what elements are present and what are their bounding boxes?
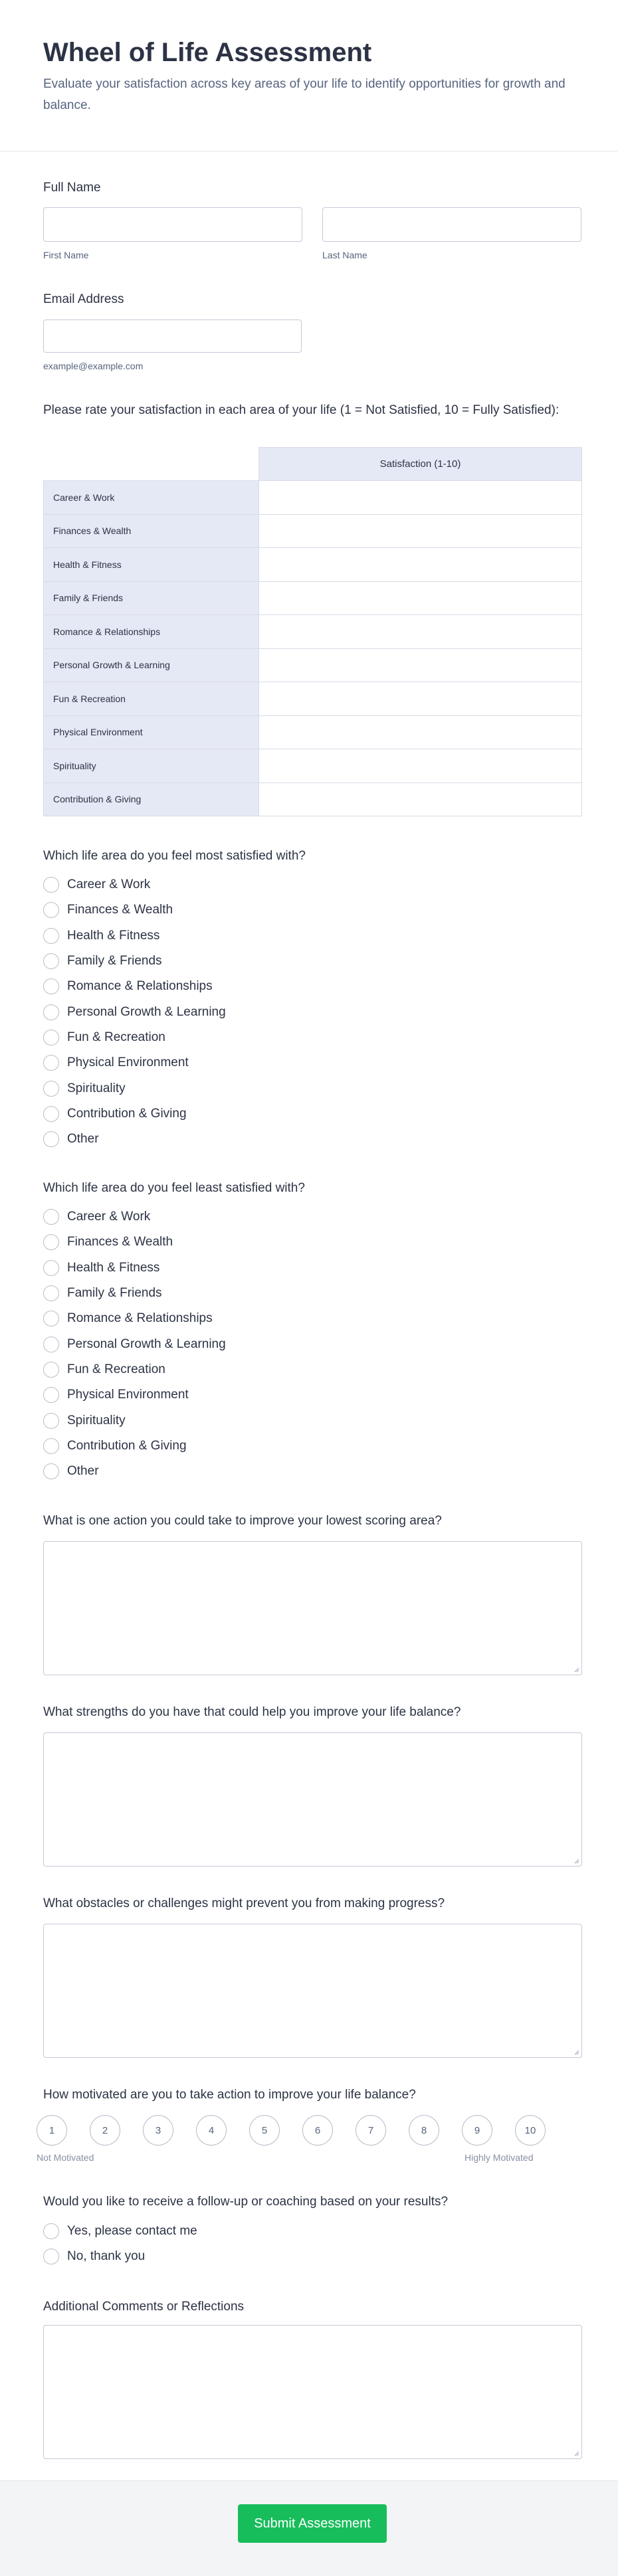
radio-label: Health & Fitness [67,928,160,943]
satisfaction-matrix [43,447,582,816]
scale-option[interactable]: 1 [37,2115,67,2146]
radio-label: Romance & Relationships [67,1311,213,1326]
most-satisfied-option[interactable] [43,1075,226,1101]
least-satisfied-option[interactable] [43,1255,226,1281]
least-satisfied-options [43,1204,226,1484]
email-sublabel: example@example.com [43,361,144,371]
matrix-row [44,782,582,816]
scale-option[interactable]: 4 [196,2115,227,2146]
radio-button[interactable] [43,1004,59,1020]
radio-label: Other [67,1464,99,1479]
radio-button[interactable] [43,1311,59,1327]
radio-button[interactable] [43,1030,59,1046]
strengths-textarea[interactable] [43,1732,582,1867]
radio-button[interactable] [43,902,59,918]
radio-button[interactable] [43,2223,59,2239]
least-satisfied-option[interactable] [43,1459,226,1484]
scale-option[interactable]: 10 [515,2115,546,2146]
radio-button[interactable] [43,928,59,944]
radio-button[interactable] [43,1131,59,1147]
radio-button[interactable] [43,2249,59,2264]
radio-button[interactable] [43,1234,59,1250]
matrix-rating-cell[interactable] [259,682,582,716]
matrix-row [44,481,582,515]
matrix-corner [44,448,259,481]
action-textarea[interactable] [43,1541,582,1675]
obstacles-textarea[interactable] [43,1924,582,2058]
matrix-row-label: Spirituality [44,749,259,783]
least-satisfied-option[interactable] [43,1281,226,1306]
matrix-rating-cell[interactable] [259,615,582,649]
radio-label: Career & Work [67,1210,151,1224]
most-satisfied-label: Which life area do you feel most satisfied with? [43,849,306,863]
matrix-rating-cell[interactable] [259,581,582,615]
radio-button[interactable] [43,978,59,994]
form-title: Wheel of Life Assessment [43,38,372,67]
radio-label: Contribution & Giving [67,1106,187,1121]
followup-options [43,2219,197,2270]
matrix-rating-cell[interactable] [259,481,582,515]
matrix-row-label: Health & Fitness [44,548,259,582]
obstacles-label: What obstacles or challenges might prevent you from making progress? [43,1896,445,1910]
radio-button[interactable] [43,1438,59,1454]
full-name-label: Full Name [43,181,101,195]
radio-label: Personal Growth & Learning [67,1336,226,1351]
radio-button[interactable] [43,1387,59,1403]
followup-option[interactable] [43,2244,197,2269]
radio-label: Spirituality [67,1413,126,1427]
scale-option[interactable]: 2 [90,2115,120,2146]
scale-option[interactable]: 8 [409,2115,439,2146]
radio-label: Yes, please contact me [67,2224,197,2239]
motivation-label: How motivated are you to take action to improve your life balance? [43,2088,416,2102]
first-name-input[interactable] [43,207,302,242]
radio-label: Health & Fitness [67,1260,160,1275]
radio-button[interactable] [43,1055,59,1071]
matrix-rating-cell[interactable] [259,514,582,548]
most-satisfied-options [43,872,226,1152]
least-satisfied-option[interactable] [43,1204,226,1230]
matrix-row [44,581,582,615]
matrix-row-label: Personal Growth & Learning [44,648,259,682]
matrix-row-label: Career & Work [44,481,259,515]
scale-max-label: Highly Motivated [464,2152,534,2163]
radio-label: Finances & Wealth [67,903,173,917]
resize-handle-icon [573,1666,579,1673]
resize-handle-icon [573,2049,579,2055]
most-satisfied-option[interactable] [43,897,226,923]
radio-button[interactable] [43,953,59,969]
matrix-rating-cell[interactable] [259,749,582,783]
form-footer [0,2480,618,2576]
radio-label: Physical Environment [67,1388,189,1402]
matrix-row [44,615,582,649]
motivation-scale [37,2115,546,2146]
matrix-rating-cell[interactable] [259,548,582,582]
submit-button[interactable]: Submit Assessment [238,2504,387,2543]
radio-button[interactable] [43,1081,59,1097]
least-satisfied-label: Which life area do you feel least satisfied with? [43,1181,305,1195]
radio-button[interactable] [43,1413,59,1429]
matrix-rating-cell[interactable] [259,782,582,816]
matrix-row-label: Romance & Relationships [44,615,259,649]
most-satisfied-option[interactable] [43,1127,226,1152]
matrix-row [44,682,582,716]
matrix-row [44,749,582,783]
radio-button[interactable] [43,1106,59,1122]
last-name-input[interactable] [322,207,581,242]
least-satisfied-option[interactable] [43,1306,226,1331]
radio-button[interactable] [43,1362,59,1378]
matrix-row [44,514,582,548]
radio-button[interactable] [43,1463,59,1479]
radio-label: Personal Growth & Learning [67,1004,226,1019]
most-satisfied-option[interactable] [43,923,226,949]
scale-min-label: Not Motivated [37,2152,94,2163]
comments-textarea[interactable] [43,2325,582,2459]
email-label: Email Address [43,292,124,306]
least-satisfied-option[interactable] [43,1433,226,1459]
matrix-label: Please rate your satisfaction in each area of your life (1 = Not Satisfied, 10 = Fully Satisfied): [43,403,560,417]
least-satisfied-option[interactable] [43,1331,226,1356]
resize-handle-icon [573,2450,579,2456]
least-satisfied-option[interactable] [43,1357,226,1382]
radio-label: Physical Environment [67,1056,189,1070]
resize-handle-icon [573,1857,579,1864]
least-satisfied-option[interactable] [43,1382,226,1408]
radio-label: Career & Work [67,877,151,892]
action-label: What is one action you could take to improve your lowest scoring area? [43,1514,442,1528]
radio-label: Family & Friends [67,954,162,968]
radio-button[interactable] [43,1285,59,1301]
scale-option[interactable]: 3 [143,2115,173,2146]
radio-button[interactable] [43,1209,59,1225]
most-satisfied-option[interactable] [43,872,226,897]
most-satisfied-option[interactable] [43,974,226,999]
radio-label: No, thank you [67,2249,146,2264]
last-name-sublabel: Last Name [322,250,367,260]
scale-option[interactable]: 5 [249,2115,280,2146]
form-header [0,0,618,151]
strengths-label: What strengths do you have that could help you improve your life balance? [43,1705,461,1719]
matrix-column-header: Satisfaction (1-10) [259,448,582,481]
radio-label: Other [67,1132,99,1147]
first-name-sublabel: First Name [43,250,89,260]
radio-label: Finances & Wealth [67,1235,173,1249]
matrix-row [44,548,582,582]
matrix-row-label: Fun & Recreation [44,682,259,716]
radio-button[interactable] [43,1260,59,1276]
form-description: Evaluate your satisfaction across key areas of your life to identify opportunities for growth and balance. [43,77,566,112]
most-satisfied-option[interactable] [43,949,226,974]
most-satisfied-option[interactable] [43,999,226,1024]
radio-label: Fun & Recreation [67,1030,165,1044]
most-satisfied-option[interactable] [43,1050,226,1075]
matrix-row [44,715,582,749]
matrix-row [44,648,582,682]
most-satisfied-option[interactable] [43,1101,226,1127]
matrix-row-label: Family & Friends [44,581,259,615]
most-satisfied-option[interactable] [43,1025,226,1050]
scale-option[interactable]: 9 [462,2115,492,2146]
full-name-row [43,207,581,260]
scale-option[interactable]: 7 [356,2115,386,2146]
followup-label: Would you like to receive a follow-up or coaching based on your results? [43,2195,449,2209]
least-satisfied-option[interactable] [43,1230,226,1255]
radio-label: Family & Friends [67,1286,162,1301]
radio-label: Spirituality [67,1081,126,1095]
matrix-row-label: Finances & Wealth [44,514,259,548]
scale-option[interactable]: 6 [302,2115,333,2146]
matrix-rating-cell[interactable] [259,648,582,682]
matrix-row-label: Contribution & Giving [44,782,259,816]
comments-label: Additional Comments or Reflections [43,2300,245,2314]
matrix-row-label: Physical Environment [44,715,259,749]
matrix-rating-cell[interactable] [259,715,582,749]
radio-label: Romance & Relationships [67,979,213,994]
followup-option[interactable] [43,2219,197,2244]
least-satisfied-option[interactable] [43,1408,226,1433]
email-input[interactable] [43,320,302,353]
radio-label: Fun & Recreation [67,1362,165,1376]
radio-button[interactable] [43,1336,59,1352]
radio-label: Contribution & Giving [67,1438,187,1453]
radio-button[interactable] [43,877,59,893]
